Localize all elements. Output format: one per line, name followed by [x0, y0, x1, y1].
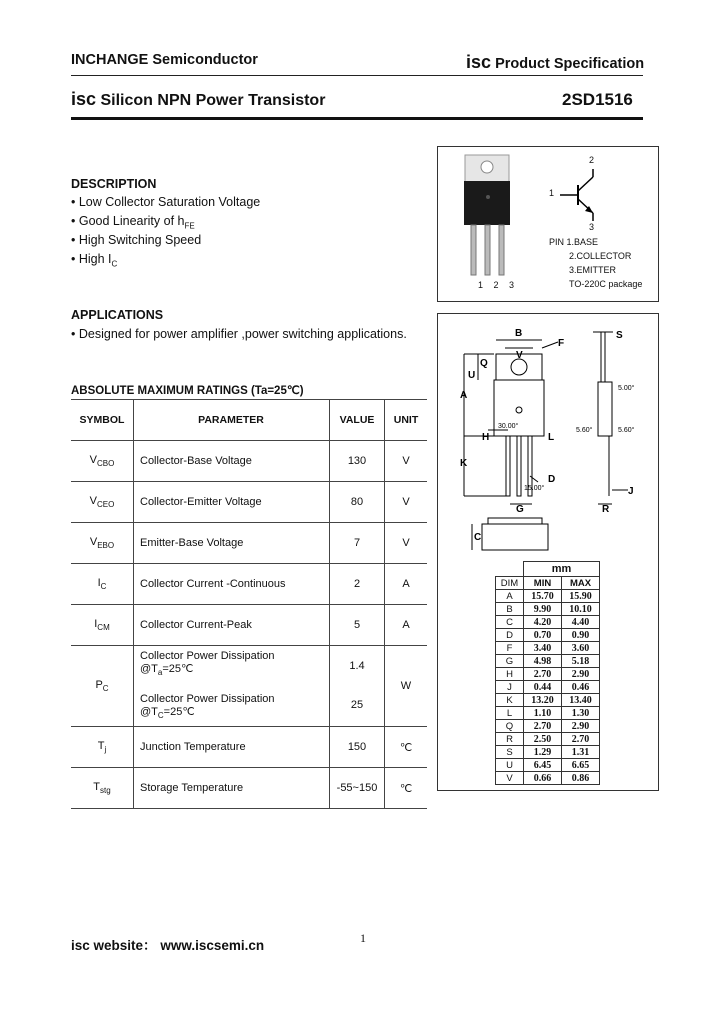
- table-row: J 0.44 0.46: [496, 681, 600, 694]
- angle-label: 5.60°: [618, 427, 635, 434]
- page-number: 1: [360, 931, 366, 945]
- table-row: $V_{CBO}$ Collector-Base Voltage 130 V: [71, 441, 427, 482]
- description-item: • Good Linearity of $h_{FE}$: [71, 214, 195, 231]
- angle-label: 5.60°: [576, 427, 593, 434]
- dim-label-F: F: [558, 338, 565, 349]
- dim-label-C: C: [474, 532, 482, 543]
- table-header-row: [71, 400, 427, 441]
- table-row: C 4.20 4.40: [496, 616, 600, 629]
- dim-label-K: K: [460, 458, 468, 469]
- dim-label-Q: Q: [480, 358, 488, 369]
- title-divider: [71, 117, 643, 120]
- header-spec: [466, 52, 644, 73]
- pin-number: 1: [549, 188, 555, 198]
- description-heading: DESCRIPTION: [71, 177, 157, 191]
- table-row: U 6.45 6.65: [496, 759, 600, 772]
- ratings-heading: ABSOLUTE MAXIMUM RATINGS (Ta=25℃): [71, 385, 304, 397]
- dim-label-G: G: [516, 504, 524, 515]
- table-row: V 0.66 0.86: [496, 772, 600, 785]
- table-row: $I_{CM}$ Collector Current-Peak 5 A: [71, 605, 427, 646]
- pin-description: PIN 1.BASE 2.COLLECTOR 3.EMITTER TO-220C package: [549, 237, 643, 289]
- dim-label-B: B: [515, 328, 523, 339]
- table-row: $I_C$ Collector Current -Continuous 2 A: [71, 564, 427, 605]
- table-row: $T_{stg}$ Storage Temperature -55~150 ℃: [71, 768, 427, 809]
- website-label: isc website：: [71, 938, 157, 953]
- table-row: D 0.70 0.90: [496, 629, 600, 642]
- dim-label-R: R: [602, 504, 610, 515]
- col-header: SYMBOL: [71, 400, 134, 441]
- company-name: INCHANGE Semiconductor: [71, 52, 258, 68]
- dim-label-U: U: [468, 370, 476, 381]
- angle-label: 5.00°: [618, 385, 635, 392]
- ratings-table: [71, 399, 427, 809]
- dimensions-table: [495, 561, 600, 785]
- angle-label: 15.00°: [524, 485, 545, 492]
- table-row: H 2.70 2.90: [496, 668, 600, 681]
- dim-label-J: J: [628, 486, 634, 497]
- description-item: • High Switching Speed: [71, 233, 202, 247]
- footer-website: [71, 934, 264, 954]
- col-header: UNIT: [385, 400, 428, 441]
- description-item: • High $I_C$: [71, 252, 118, 269]
- table-row: $P_C$ Collector Power Dissipation $@T_a=25℃$ Collector Power Dissipation $@T_C=25℃$ 1.4 25 W: [71, 646, 427, 727]
- col-header: PARAMETER: [134, 400, 330, 441]
- table-row: $V_{EBO}$ Emitter-Base Voltage 7 V: [71, 523, 427, 564]
- dim-label-H: H: [482, 432, 490, 443]
- applications-item: • Designed for power amplifier ,power switching applications.: [71, 327, 407, 341]
- isc-logo-text: isc: [71, 89, 97, 109]
- product-name: Silicon NPN Power Transistor: [100, 92, 326, 109]
- pin-number: 3: [589, 222, 595, 232]
- website-link[interactable]: www.iscsemi.cn: [160, 938, 265, 953]
- applications-heading: APPLICATIONS: [71, 308, 164, 322]
- table-row: R 2.50 2.70: [496, 733, 600, 746]
- header-divider: [71, 75, 643, 76]
- isc-logo-text: isc: [466, 52, 492, 72]
- dim-label-D: D: [548, 474, 556, 485]
- table-header-row: DIM MIN MAX: [496, 577, 600, 590]
- table-row: B 9.90 10.10: [496, 603, 600, 616]
- dim-unit: mm: [524, 562, 600, 577]
- table-row: $V_{CEO}$ Collector-Emitter Voltage 80 V: [71, 482, 427, 523]
- table-row: Q 2.70 2.90: [496, 720, 600, 733]
- part-number: 2SD1516: [562, 90, 633, 109]
- dim-label-A: A: [460, 390, 468, 401]
- spec-label: Product Specification: [495, 56, 645, 72]
- angle-label: 30.00°: [498, 423, 519, 430]
- table-row: F 3.40 3.60: [496, 642, 600, 655]
- table-row: L 1.10 1.30: [496, 707, 600, 720]
- dim-label-L: L: [548, 432, 555, 443]
- table-row: G 4.98 5.18: [496, 655, 600, 668]
- pin-number: 2: [589, 155, 595, 165]
- table-row: $T_j$ Junction Temperature 150 ℃: [71, 727, 427, 768]
- col-header: VALUE: [330, 400, 385, 441]
- table-row: A 15.70 15.90: [496, 590, 600, 603]
- product-title: [71, 89, 325, 110]
- description-item: • Low Collector Saturation Voltage: [71, 195, 261, 209]
- table-row: K 13.20 13.40: [496, 694, 600, 707]
- dim-label-S: S: [616, 330, 623, 341]
- pin-labels: 1 2 3: [478, 280, 514, 290]
- dim-label-V: V: [516, 350, 523, 361]
- table-row: S 1.29 1.31: [496, 746, 600, 759]
